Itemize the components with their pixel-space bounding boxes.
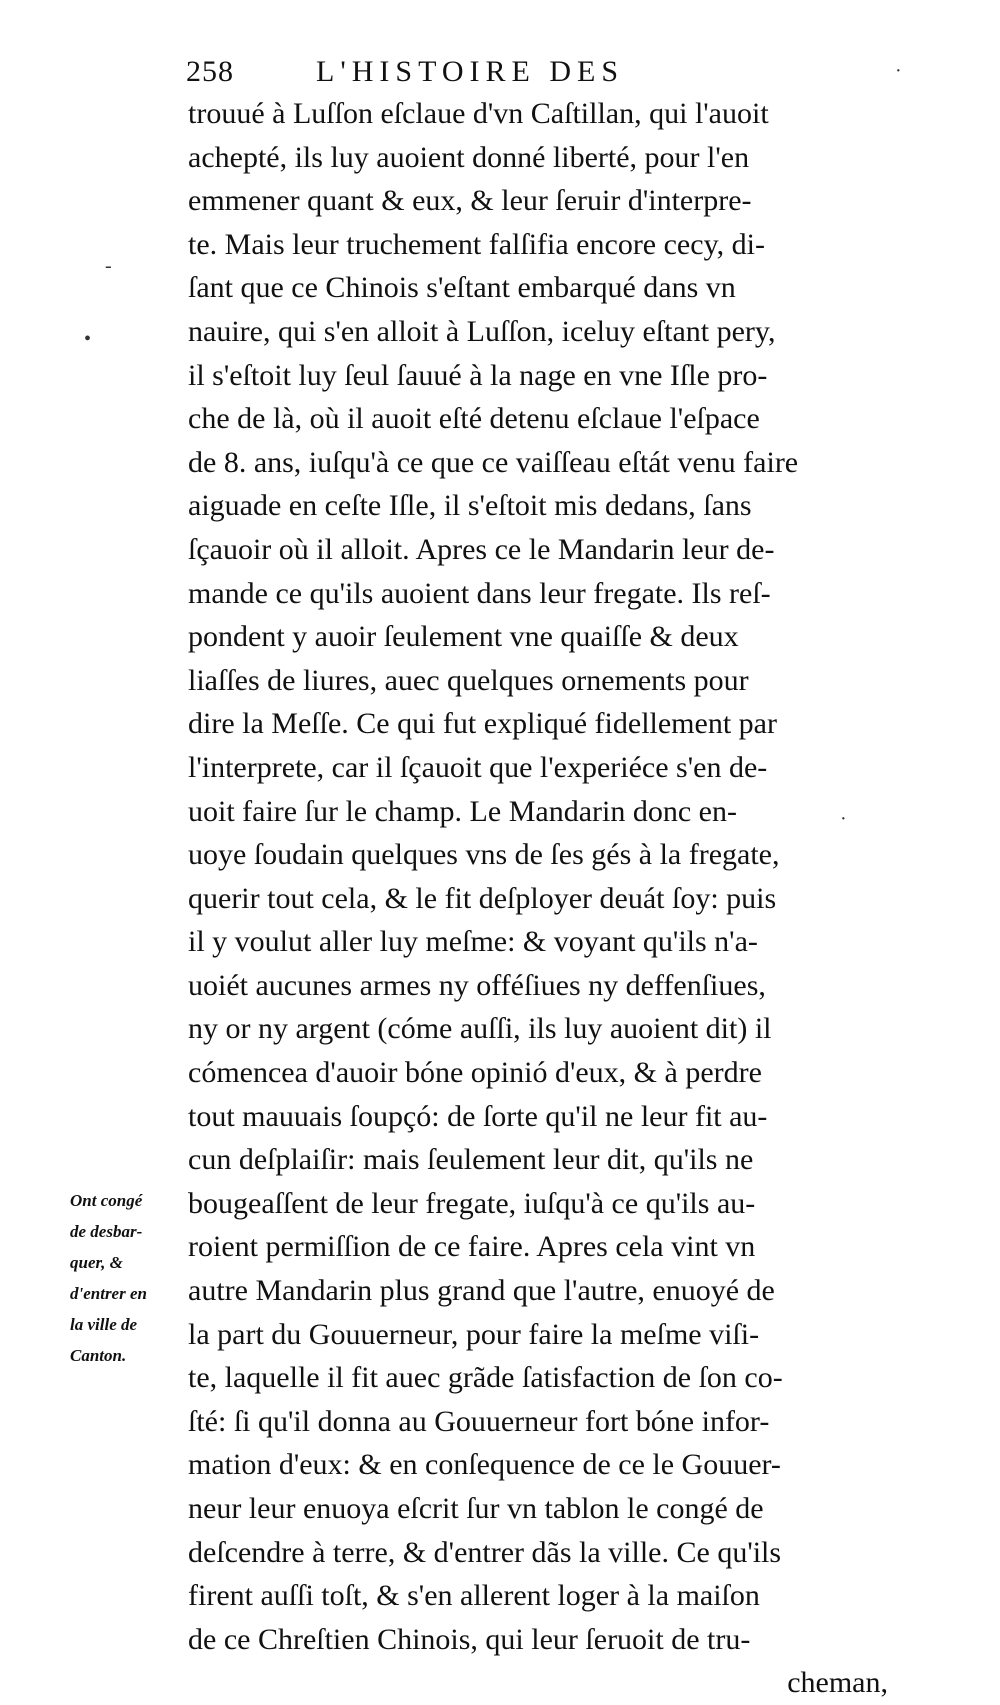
text-line: neur leur enuoya eſcrit ſur vn tablon le congé de: [188, 1492, 764, 1525]
margin-note-line: d'entrer en: [70, 1284, 147, 1303]
running-title: L'HISTOIRE DES: [316, 55, 625, 88]
text-line: cun deſplaiſir: mais ſeulement leur dit, qu'ils ne: [188, 1143, 754, 1177]
text-line: autre Mandarin plus grand que l'autre, enuoyé de: [188, 1274, 775, 1308]
text-line: emmener quant & eux, & leur ſeruir d'interpre-: [188, 184, 752, 218]
text-line: tout mauuais ſoupçó: de ſorte qu'il ne leur fit au-: [188, 1099, 768, 1133]
ink-dot-mark: ·: [895, 60, 902, 82]
text-line: ſant que ce Chinois s'eſtant embarqué dans vn: [188, 271, 736, 305]
margin-note-line: de desbar-: [70, 1222, 143, 1241]
body-text: [188, 92, 888, 1705]
text-line: pondent y auoir ſeulement vne quaiſſe & deux: [188, 620, 739, 654]
text-line: uoiét aucunes armes ny offéſiues ny deffenſiues,: [188, 968, 766, 1002]
text-line: trouué à Luſſon eſclaue d'vn Caſtillan, qui l'auoit: [188, 97, 769, 130]
text-line: bougeaſſent de leur fregate, iuſqu'à ce qu'ils au-: [188, 1186, 756, 1220]
text-line: mande ce qu'ils auoient dans leur fregate. Ils reſ-: [188, 576, 771, 610]
margin-note-line: la ville de: [70, 1315, 138, 1334]
catchword-line: cheman,: [787, 1666, 888, 1700]
ink-dot-mark: ·: [840, 808, 847, 830]
text-line: la part du Gouuerneur, pour faire la meſme viſi-: [188, 1317, 760, 1351]
text-line: te. Mais leur truchement falſifia encore cecy, di-: [188, 227, 765, 261]
margin-note-line: Ont congé: [70, 1191, 143, 1210]
text-line: ſté: ſi qu'il donna au Gouuerneur fort bóne infor-: [188, 1404, 770, 1438]
margin-note: [70, 1185, 190, 1371]
page-number: 258: [186, 55, 234, 88]
text-line: achepté, ils luy auoient donné liberté, pour l'en: [188, 140, 750, 174]
margin-note-line: quer, &: [70, 1253, 123, 1272]
ink-dash-mark: -: [105, 255, 112, 277]
text-line: il s'eſtoit luy ſeul ſauué à la nage en vne Iſle pro-: [188, 358, 768, 392]
text-line: roient permiſſion de ce faire. Apres cela vint vn: [188, 1230, 756, 1264]
text-line: il y voulut aller luy meſme: & voyant qu'ils n'a-: [188, 925, 758, 959]
text-line: aiguade en ceſte Iſle, il s'eſtoit mis dedans, ſans: [188, 489, 752, 523]
text-line: liaſſes de liures, auec quelques ornements pour: [188, 663, 749, 697]
text-line: dire la Meſſe. Ce qui fut expliqué fidellement par: [188, 707, 777, 741]
text-line: uoye ſoudain quelques vns de ſes gés à la fregate,: [188, 838, 780, 872]
text-line: mation d'eux: & en conſequence de ce le Gouuer-: [188, 1448, 781, 1482]
text-line: de 8. ans, iuſqu'à ce que ce vaiſſeau eſtát venu faire: [188, 445, 799, 479]
text-line: firent auſſi toſt, & s'en allerent loger à la maiſon: [188, 1579, 760, 1613]
text-line: l'interprete, car il ſçauoit que l'experiéce s'en de-: [188, 750, 768, 784]
text-line: nauire, qui s'en alloit à Luſſon, iceluy eſtant pery,: [188, 314, 776, 348]
text-line: ſçauoir où il alloit. Apres ce le Mandarin leur de-: [188, 532, 775, 566]
text-line: cómencea d'auoir bóne opinió d'eux, & à perdre: [188, 1056, 762, 1090]
text-line: che de là, où il auoit eſté detenu eſclaue l'eſpace: [188, 402, 760, 436]
text-line: uoit faire ſur le champ. Le Mandarin donc en-: [188, 794, 737, 828]
text-line: de ce Chreſtien Chinois, qui leur ſeruoit de tru-: [188, 1622, 751, 1656]
text-line: ny or ny argent (cóme auſſi, ils luy auoient dit) il: [188, 1012, 772, 1046]
text-line: deſcendre à terre, & d'entrer dãs la ville. Ce qu'ils: [188, 1535, 782, 1569]
text-line: te, laquelle il fit auec grãde ſatisfaction de ſon co-: [188, 1361, 783, 1395]
text-line: querir tout cela, & le fit deſployer deuát ſoy: puis: [188, 881, 777, 915]
ink-dot-mark: •: [84, 328, 92, 350]
margin-note-line: Canton.: [70, 1346, 127, 1365]
running-head: [186, 52, 886, 92]
